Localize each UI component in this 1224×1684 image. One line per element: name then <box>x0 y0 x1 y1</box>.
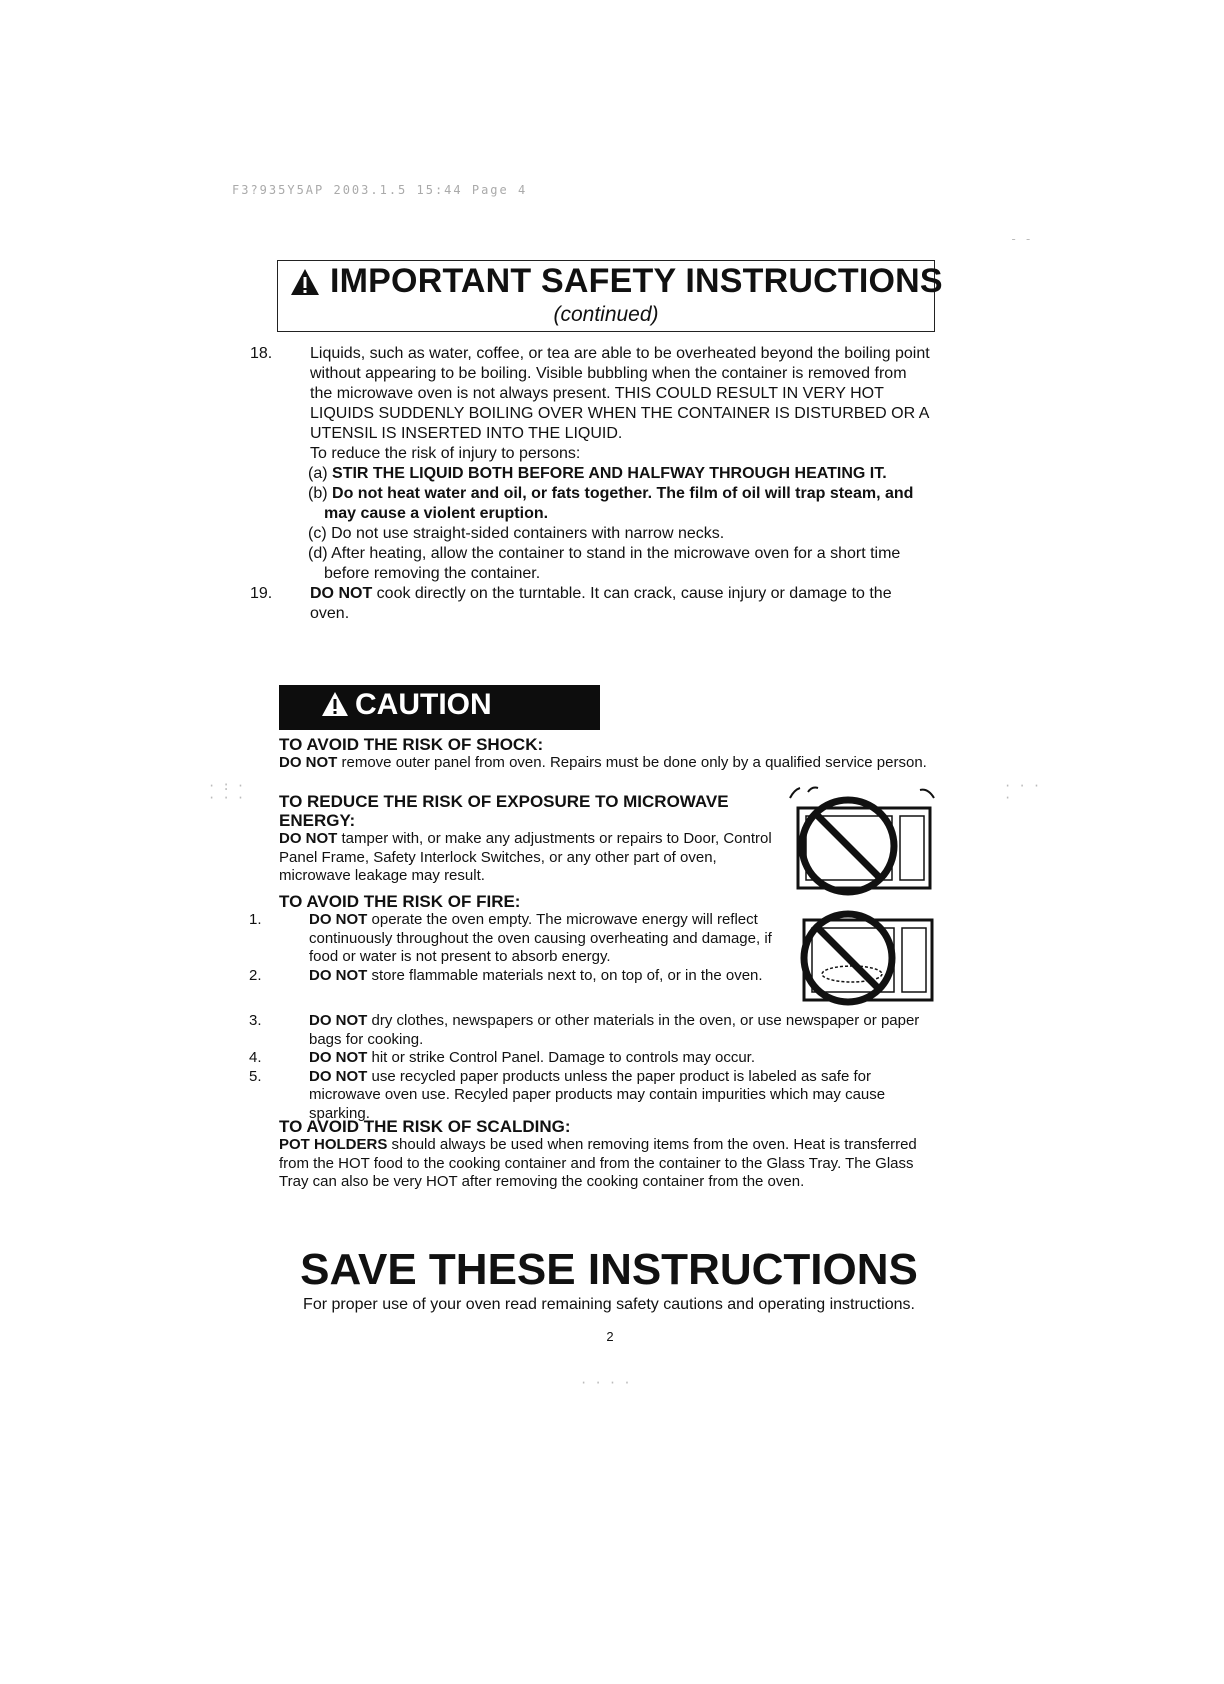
scald-section <box>279 1117 939 1192</box>
header-title-text: IMPORTANT SAFETY INSTRUCTIONS <box>330 262 943 300</box>
sub-item-text: Do not heat water and oil, or fats together. The film of oil will trap steam, and may cause a violent eruption. <box>324 485 914 522</box>
save-instructions-note: For proper use of your oven read remaining safety cautions and operating instructions. <box>303 1296 915 1313</box>
section-heading: TO AVOID THE RISK OF FIRE: <box>279 892 521 911</box>
fire-item <box>249 1067 939 1124</box>
section-heading: TO AVOID THE RISK OF SHOCK: <box>279 735 544 754</box>
no-empty-operation-icon <box>790 902 940 1010</box>
sub-item-text: STIR THE LIQUID BOTH BEFORE AND HALFWAY THROUGH HEATING IT. <box>332 465 887 482</box>
fire-section <box>249 892 799 985</box>
item-text: use recycled paper products unless the paper product is labeled as safe for microwave oven use. Recyled paper products may contain impurities which may cause sparking. <box>309 1067 886 1122</box>
fire-item <box>249 911 799 967</box>
fire-section-continued <box>249 1012 939 1123</box>
section-text: remove outer panel from oven. Repairs must be done only by a qualified service person. <box>337 754 927 771</box>
item-text: dry clothes, newspapers or other materials in the oven, or use newspaper or paper bags for cooking. <box>309 1012 920 1048</box>
sub-item-label: (b) <box>308 485 328 502</box>
item-number: 3. <box>249 1012 262 1029</box>
caution-label: CAUTION <box>355 688 492 721</box>
scan-mark: · · · · <box>1004 779 1041 805</box>
sub-item-d <box>280 544 932 584</box>
item-text: cook directly on the turntable. It can crack, cause injury or damage to the oven. <box>310 585 892 622</box>
sub-item-text: Do not use straight-sided containers with narrow necks. <box>331 525 725 542</box>
save-instructions-title: SAVE THESE INSTRUCTIONS <box>300 1245 918 1294</box>
item-18 <box>250 344 932 624</box>
sub-item-label: (d) <box>308 545 328 562</box>
section-heading: TO REDUCE THE RISK OF EXPOSURE TO MICROWAVE ENERGY: <box>279 792 729 830</box>
scan-mark: · · · · <box>580 1376 631 1390</box>
do-not: DO NOT <box>309 1049 368 1066</box>
reduce-note: To reduce the risk of injury to persons: <box>310 445 581 462</box>
item-number: 1. <box>249 911 262 928</box>
item-number: 4. <box>249 1049 262 1066</box>
item-number: 2. <box>249 966 262 984</box>
item-text: hit or strike Control Panel. Damage to controls may occur. <box>367 1049 756 1066</box>
scan-header: F3?935Y5AP 2003.1.5 15:44 Page 4 <box>232 183 528 197</box>
sub-item-text: After heating, allow the container to stand in the microwave oven for a short time before removing the container. <box>324 545 901 582</box>
shock-section <box>279 735 929 773</box>
do-not: DO NOT <box>309 966 368 984</box>
item-number: 5. <box>249 1067 262 1085</box>
item-text: operate the oven empty. The microwave energy will reflect continuously throughout the oven causing overheating and damage, if food or water is not present to absorb energy. <box>309 911 772 965</box>
do-not: DO NOT <box>310 585 373 602</box>
warning-triangle-icon <box>321 691 349 717</box>
do-not: DO NOT <box>309 1067 368 1085</box>
sub-item-label: (c) <box>308 525 327 542</box>
do-not: DO NOT <box>309 1012 368 1029</box>
no-tamper-oven-icon <box>788 786 938 898</box>
page-number: 2 <box>606 1329 614 1344</box>
item-text: store flammable materials next to, on top of, or in the oven. <box>367 966 763 984</box>
caution-banner <box>279 685 600 730</box>
section-heading: TO AVOID THE RISK OF SCALDING: <box>279 1117 571 1136</box>
pot-holders: POT HOLDERS <box>279 1136 388 1153</box>
fire-item <box>249 1049 939 1068</box>
header-subtitle: (continued) <box>553 303 659 326</box>
sub-item-b <box>280 484 932 524</box>
fire-item <box>249 1012 939 1049</box>
sub-item-c <box>280 524 932 544</box>
section-text: tamper with, or make any adjustments or repairs to Door, Control Panel Frame, Safety Interlock Switches, or any other part of oven, microwave leakage may result. <box>279 830 772 884</box>
do-not: DO NOT <box>279 754 338 771</box>
sub-item-a <box>280 464 932 484</box>
fire-item <box>249 966 799 986</box>
scan-mark: - - <box>1010 232 1032 246</box>
scan-mark: · : · · · · <box>208 779 245 805</box>
item-text: Liquids, such as water, coffee, or tea are able to be overheated beyond the boiling point without appearing to be boiling. Visible bubbling when the container is removed from the microwave oven is not always present. THIS COULD RESULT IN VERY HOT LIQUIDS SUDDENLY BOILING OVER WHEN THE CONTAINER IS DISTURBED OR A UTENSIL IS INSERTED INTO THE LIQUID. <box>310 345 930 442</box>
section-text: should always be used when removing items from the oven. Heat is transferred from the HOT food to the cooking container and from the container to the Glass Tray. The Glass Tray can also be very HOT after removing the cooking container from the oven. <box>279 1136 917 1190</box>
page-title <box>290 262 943 301</box>
exposure-section <box>279 792 779 886</box>
warning-triangle-icon <box>290 268 320 296</box>
do-not: DO NOT <box>279 830 338 847</box>
do-not: DO NOT <box>309 911 368 928</box>
sub-item-label: (a) <box>308 465 328 482</box>
item-19 <box>250 584 932 624</box>
item-number: 19. <box>250 585 273 602</box>
item-number: 18. <box>250 345 273 362</box>
